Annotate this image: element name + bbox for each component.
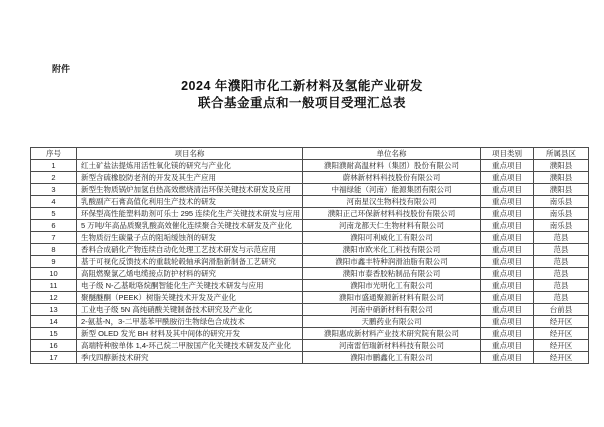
row-district: 范县: [534, 280, 589, 292]
table-row: [31, 280, 589, 292]
row-serial-number: 11: [31, 280, 77, 292]
row-project-name: 环保型高性能塑料助剂可乐士 295 连续化生产关键技术研发与应用: [77, 208, 303, 220]
row-unit-name: 河南星汉生物科技有限公司: [303, 196, 481, 208]
row-serial-number: 3: [31, 184, 77, 196]
projects-table: [30, 147, 589, 364]
row-project-category: 重点项目: [481, 160, 534, 172]
row-serial-number: 6: [31, 220, 77, 232]
table-row: [31, 304, 589, 316]
table-row: [31, 340, 589, 352]
row-district: 南乐县: [534, 196, 589, 208]
row-district: 经开区: [534, 340, 589, 352]
table-body: [31, 160, 589, 364]
row-serial-number: 7: [31, 232, 77, 244]
row-serial-number: 17: [31, 352, 77, 364]
row-district: 范县: [534, 256, 589, 268]
row-serial-number: 13: [31, 304, 77, 316]
header-district: 所属县区: [534, 148, 589, 160]
table-row: [31, 232, 589, 244]
row-project-category: 重点项目: [481, 244, 534, 256]
row-unit-name: 濮阳正己环保新材料科技股份有限公司: [303, 208, 481, 220]
row-district: 濮阳县: [534, 184, 589, 196]
document-title-line2: 联合基金重点和一般项目受理汇总表: [197, 96, 406, 110]
table-row: [31, 292, 589, 304]
row-project-name: 高阻燃聚氯乙烯电缆接点防护材料的研究: [77, 268, 303, 280]
row-project-category: 重点项目: [481, 196, 534, 208]
row-project-category: 重点项目: [481, 304, 534, 316]
row-project-category: 重点项目: [481, 208, 534, 220]
row-district: 范县: [534, 268, 589, 280]
row-project-name: 香料合成硝化产物连续自动化处理工艺技术研发与示范应用: [77, 244, 303, 256]
row-project-category: 重点项目: [481, 256, 534, 268]
table-row: [31, 196, 589, 208]
row-project-name: 电子级 N-乙基吡咯烷酮智能化生产关键技术研发与应用: [77, 280, 303, 292]
row-project-category: 重点项目: [481, 232, 534, 244]
row-district: 范县: [534, 292, 589, 304]
row-district: 南乐县: [534, 208, 589, 220]
row-district: 经开区: [534, 352, 589, 364]
row-unit-name: 濮阳惠成新材料产业技术研究院有限公司: [303, 328, 481, 340]
table-row: [31, 316, 589, 328]
row-serial-number: 8: [31, 244, 77, 256]
attachment-label: 附件: [52, 64, 71, 74]
row-project-name: 高端特种胺单体 1,4-环己烷二甲胺国产化关键技术研发及产业化: [77, 340, 303, 352]
row-district: 濮阳县: [534, 160, 589, 172]
row-project-category: 重点项目: [481, 352, 534, 364]
table-row: [31, 268, 589, 280]
row-serial-number: 2: [31, 172, 77, 184]
row-district: 南乐县: [534, 220, 589, 232]
row-project-name: 聚醚醚酮（PEEK）树脂关键技术开发及产业化: [77, 292, 303, 304]
row-serial-number: 1: [31, 160, 77, 172]
row-unit-name: 河南龙都天仁生物材料有限公司: [303, 220, 481, 232]
row-unit-name: 濮阳市欧米化工科技有限公司: [303, 244, 481, 256]
row-project-name: 新型生物质锅炉加氢自热高效燃烧清洁环保关键技术研发及应用: [77, 184, 303, 196]
row-district: 经开区: [534, 328, 589, 340]
row-unit-name: 濮阳濮耐高温材料（集团）股份有限公司: [303, 160, 481, 172]
row-project-name: 新型含硫橡胶防老剂的开发及其生产应用: [77, 172, 303, 184]
row-project-name: 红土矿盐法提炼用活性氧化镁的研究与产业化: [77, 160, 303, 172]
row-project-name: 基于可视化反馈技术的重载轮毂轴承润滑脂新制备工艺研究: [77, 256, 303, 268]
table-row: [31, 172, 589, 184]
row-unit-name: 濮阳可利威化工有限公司: [303, 232, 481, 244]
row-project-name: 5 万吨/年高品质聚乳酸高效催化连续聚合关键技术研发及产业化: [77, 220, 303, 232]
table-row: [31, 184, 589, 196]
row-district: 台前县: [534, 304, 589, 316]
row-project-category: 重点项目: [481, 184, 534, 196]
row-project-name: 生物质衍生碳量子点的阻垢缓蚀剂的研发: [77, 232, 303, 244]
row-unit-name: 天鹏药业有限公司: [303, 316, 481, 328]
row-district: 经开区: [534, 316, 589, 328]
table-row: [31, 208, 589, 220]
row-project-category: 重点项目: [481, 172, 534, 184]
row-serial-number: 14: [31, 316, 77, 328]
row-project-name: 新型 OLED 发光 BH 材料及其中间体的研究开发: [77, 328, 303, 340]
row-district: 濮阳县: [534, 172, 589, 184]
row-project-category: 重点项目: [481, 328, 534, 340]
table-row: [31, 328, 589, 340]
row-project-category: 重点项目: [481, 316, 534, 328]
header-unit-name: 单位名称: [303, 148, 481, 160]
row-serial-number: 16: [31, 340, 77, 352]
row-project-name: 2-氨基-N，3-二甲基苯甲酰胺衍生物绿色合成技术: [77, 316, 303, 328]
row-serial-number: 5: [31, 208, 77, 220]
row-unit-name: 濮阳市光明化工有限公司: [303, 280, 481, 292]
row-serial-number: 12: [31, 292, 77, 304]
row-unit-name: 河南雷佰瑞新材料科技有限公司: [303, 340, 481, 352]
row-unit-name: 中福绿能（河南）能源集团有限公司: [303, 184, 481, 196]
row-unit-name: 濮阳市鑫丰特种润滑油脂有限公司: [303, 256, 481, 268]
row-project-name: 乳酸副产石膏高值化利用生产技术的研发: [77, 196, 303, 208]
table-row: [31, 352, 589, 364]
row-serial-number: 4: [31, 196, 77, 208]
row-serial-number: 10: [31, 268, 77, 280]
row-unit-name: 濮阳市泰香胶粘制品有限公司: [303, 268, 481, 280]
row-project-name: 季戊四醇新技术研究: [77, 352, 303, 364]
table-row: [31, 244, 589, 256]
header-serial-number: 序号: [31, 148, 77, 160]
row-project-category: 重点项目: [481, 340, 534, 352]
row-unit-name: 蔚林新材料科技股份有限公司: [303, 172, 481, 184]
table-row: [31, 160, 589, 172]
row-project-category: 重点项目: [481, 220, 534, 232]
row-unit-name: 濮阳市鹏鑫化工有限公司: [303, 352, 481, 364]
row-project-name: 工业电子级 5N 高纯硝酸关键制备技术研究及产业化: [77, 304, 303, 316]
row-district: 范县: [534, 232, 589, 244]
table-row: [31, 220, 589, 232]
row-unit-name: 河南中硝新材料有限公司: [303, 304, 481, 316]
row-serial-number: 9: [31, 256, 77, 268]
row-serial-number: 15: [31, 328, 77, 340]
row-district: 范县: [534, 244, 589, 256]
table-header-row: [31, 148, 589, 160]
row-project-category: 重点项目: [481, 280, 534, 292]
header-project-category: 项目类别: [481, 148, 534, 160]
table-row: [31, 256, 589, 268]
header-project-name: 项目名称: [77, 148, 303, 160]
row-unit-name: 濮阳市盛通聚源新材料有限公司: [303, 292, 481, 304]
document-title: [0, 78, 604, 112]
row-project-category: 重点项目: [481, 292, 534, 304]
row-project-category: 重点项目: [481, 268, 534, 280]
document-title-line1: 2024 年濮阳市化工新材料及氢能产业研发: [181, 79, 423, 93]
